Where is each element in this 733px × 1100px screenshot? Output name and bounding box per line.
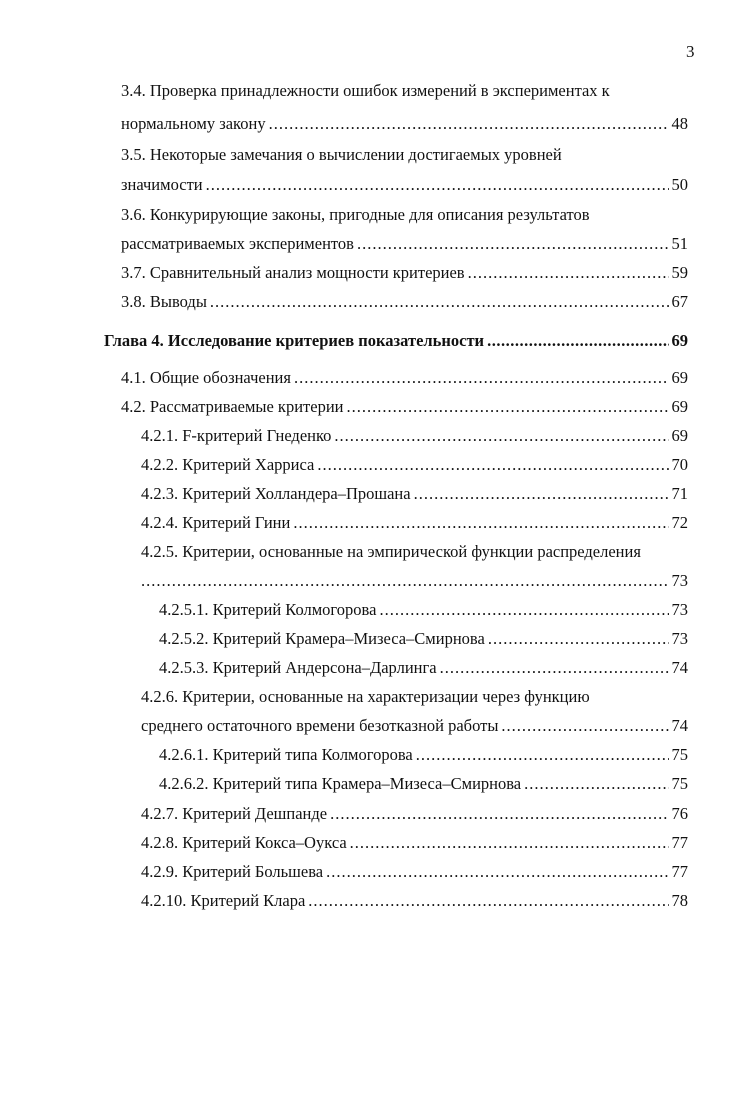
toc-entry-4-1 [121,368,688,388]
dot-leader [293,513,668,533]
dot-leader [330,804,668,824]
toc-entry-4-2-2 [141,455,688,475]
toc-entry-text: 3.4. Проверка принадлежности ошибок измерений в экспериментах к [121,81,610,100]
toc-entry-4-2-9 [141,862,688,882]
dot-leader [501,716,668,736]
dot-leader [416,745,669,765]
dot-leader [210,292,669,312]
toc-entry-page: 75 [671,745,688,764]
toc-entry-page: 73 [671,571,688,590]
toc-entry-4-2-6-line2 [141,716,688,736]
toc-entry-4-2-6-2 [159,774,688,794]
toc-entry-page: 70 [671,455,688,474]
toc-entry-page: 75 [671,774,688,793]
toc-entry-text: 4.2.10. Критерий Клара [141,891,306,910]
dot-leader [487,331,668,351]
toc-entry-text: 4.2.6. Критерии, основанные на характеризации через функцию [141,687,590,706]
toc-entry-text: 4.2.2. Критерий Харриса [141,455,315,474]
dot-leader [468,263,669,283]
toc-entry-page: 69 [671,331,688,350]
toc-entry-3-7 [121,263,688,283]
toc-entry-text: 4.2.5.1. Критерий Колмогорова [159,600,377,619]
toc-entry-text: 4.2.9. Критерий Большева [141,862,324,881]
toc-entry-page: 69 [671,397,688,416]
toc-entry-page: 59 [671,263,688,282]
dot-leader [350,833,669,853]
dot-leader [524,774,668,794]
dot-leader [317,455,668,475]
toc-entry-text: 4.2. Рассматриваемые критерии [121,397,344,416]
toc-entry-3-5-line2 [121,175,688,195]
toc-entry-page: 67 [671,292,688,311]
toc-entry-4-2-5-line1 [141,542,641,562]
page-number: 3 [686,42,695,61]
toc-entry-3-4-line1 [121,81,610,101]
toc-chapter-title: Глава 4. Исследование критериев показательности [104,331,485,350]
toc-entry-text: 4.2.5.2. Критерий Крамера–Мизеса–Смирнова [159,629,485,648]
toc-entry-text: 4.2.7. Критерий Дешпанде [141,804,328,823]
toc-entry-page: 69 [671,426,688,445]
toc-entry-text: рассматриваемых экспериментов [121,234,354,253]
toc-entry-page: 51 [671,234,688,253]
toc-entry-text: 4.2.1. F-критерий Гнеденко [141,426,332,445]
toc-entry-4-2 [121,397,688,417]
dot-leader [357,234,669,254]
toc-entry-4-2-5-3 [159,658,688,678]
dot-leader [379,600,668,620]
dot-leader [294,368,669,388]
toc-entry-page: 73 [671,629,688,648]
toc-entry-3-4-line2 [121,114,688,134]
dot-leader [346,397,668,417]
toc-entry-page: 73 [671,600,688,619]
toc-entry-text: нормальному закону [121,114,266,133]
toc-entry-text: 3.8. Выводы [121,292,207,311]
toc-entry-3-6-line2 [121,234,688,254]
toc-entry-text: 4.2.5.3. Критерий Андерсона–Дарлинга [159,658,437,677]
toc-entry-text: среднего остаточного времени безотказной работы [141,716,499,735]
toc-entry-page: 74 [671,716,688,735]
toc-entry-3-8 [121,292,688,312]
toc-entry-4-2-5-2 [159,629,688,649]
toc-entry-4-2-10 [141,891,688,911]
dot-leader [326,862,668,882]
toc-entry-text: 4.2.5. Критерии, основанные на эмпирической функции распределения [141,542,641,561]
toc-entry-4-2-3 [141,484,688,504]
dot-leader [488,629,669,649]
toc-entry-page: 50 [671,175,688,194]
toc-chapter-4 [104,331,688,351]
dot-leader [414,484,669,504]
toc-entry-page: 71 [671,484,688,503]
toc-entry-4-2-6-1 [159,745,688,765]
toc-entry-text: 3.7. Сравнительный анализ мощности критериев [121,263,465,282]
toc-entry-4-2-7 [141,804,688,824]
toc-entry-page: 77 [671,833,688,852]
toc-entry-text: 3.5. Некоторые замечания о вычислении достигаемых уровней [121,145,562,164]
toc-entry-4-2-6-line1 [141,687,590,707]
toc-entry-page: 77 [671,862,688,881]
toc-entry-page: 69 [671,368,688,387]
toc-entry-text: 4.2.3. Критерий Холландера–Прошана [141,484,411,503]
toc-entry-text: 4.2.6.1. Критерий типа Колмогорова [159,745,413,764]
toc-entry-4-2-5-line2 [141,571,688,591]
toc-entry-text: 4.2.6.2. Критерий типа Крамера–Мизеса–Смирнова [159,774,522,793]
dot-leader [334,426,668,446]
dot-leader [308,891,668,911]
toc-entry-page: 76 [671,804,688,823]
dot-leader [440,658,669,678]
toc-entry-3-5-line1 [121,145,562,165]
dot-leader [206,175,669,195]
toc-entry-3-6-line1 [121,205,590,225]
toc-entry-text: 4.2.8. Критерий Кокса–Оукса [141,833,347,852]
toc-entry-text: 3.6. Конкурирующие законы, пригодные для описания результатов [121,205,590,224]
toc-entry-4-2-5-1 [159,600,688,620]
toc-entry-page: 48 [671,114,688,133]
toc-entry-text: 4.1. Общие обозначения [121,368,291,387]
dot-leader [269,114,669,134]
toc-entry-page: 74 [671,658,688,677]
toc-entry-page: 78 [671,891,688,910]
toc-entry-page: 72 [671,513,688,532]
toc-entry-4-2-4 [141,513,688,533]
toc-entry-4-2-8 [141,833,688,853]
toc-entry-4-2-1 [141,426,688,446]
toc-entry-text: значимости [121,175,203,194]
dot-leader [141,571,669,591]
toc-entry-text: 4.2.4. Критерий Гини [141,513,291,532]
